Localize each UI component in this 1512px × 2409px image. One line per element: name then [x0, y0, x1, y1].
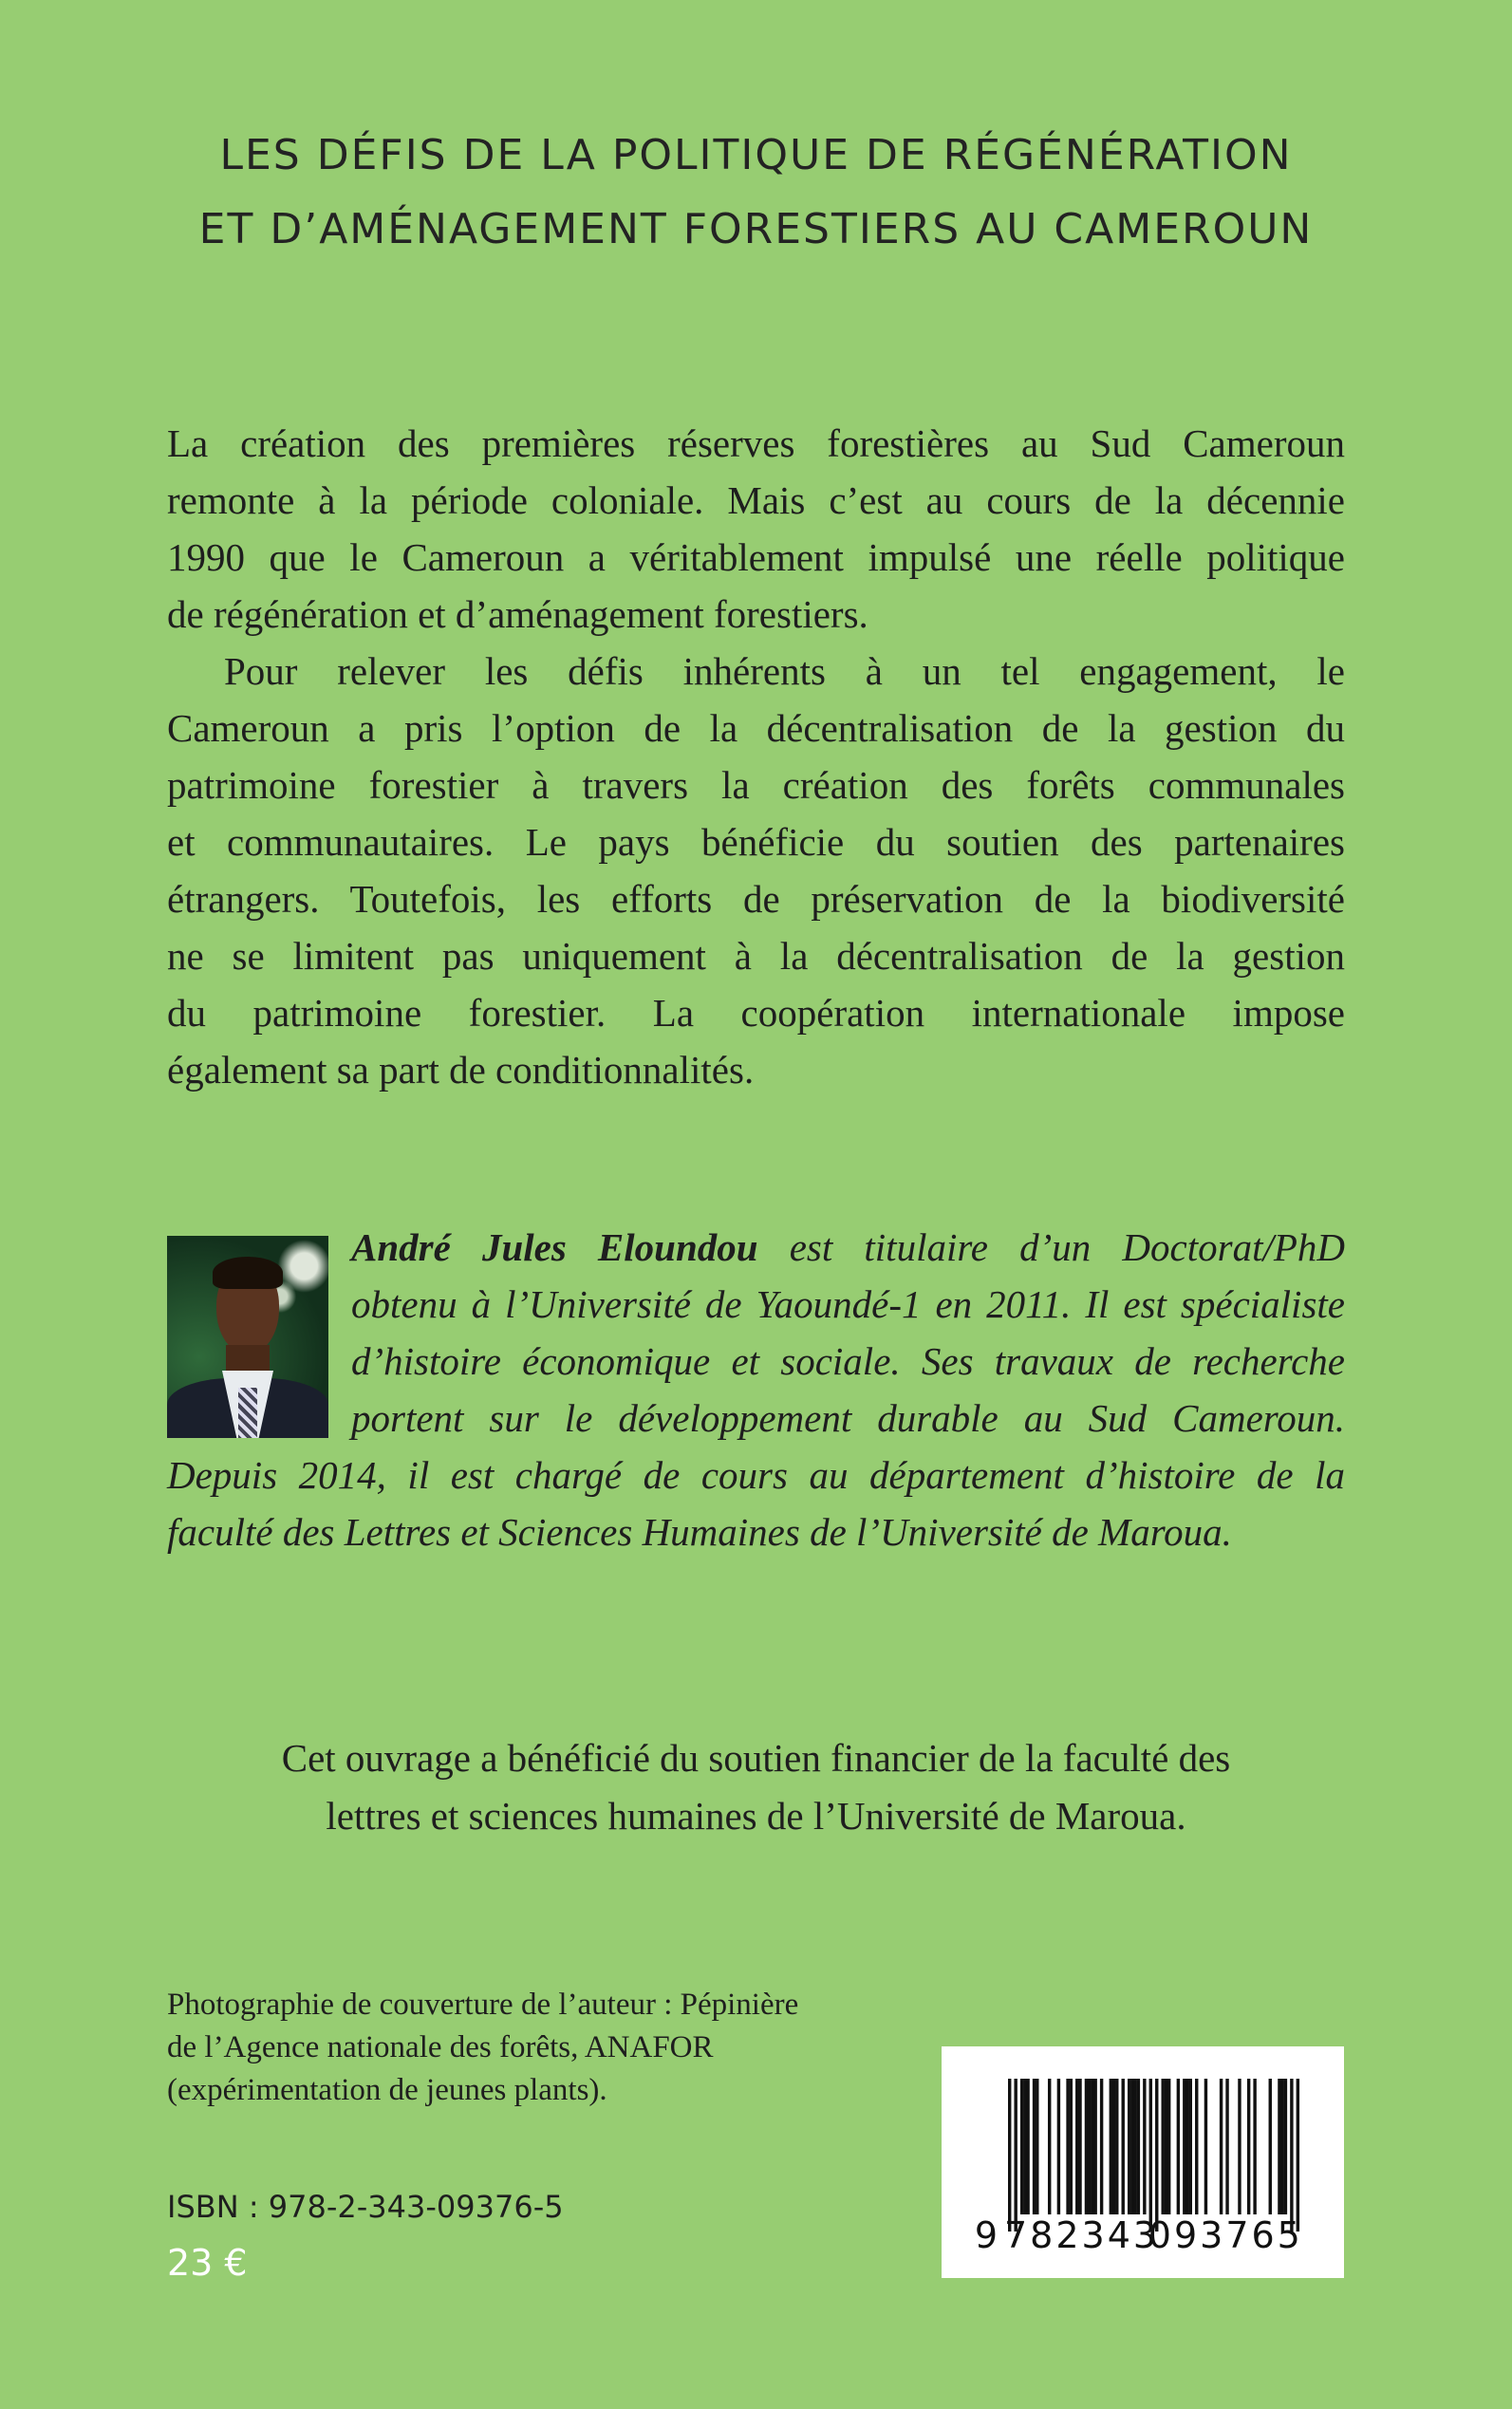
barcode-bar: [1162, 2079, 1165, 2214]
author-bio-line: Depuis 2014, il est chargé de cours au département d’histoire de la: [167, 1453, 1345, 1497]
author-bio-line: portent sur le développement durable au Sud Cameroun.: [351, 1396, 1345, 1440]
barcode-bar: [1128, 2079, 1130, 2214]
author-bio-line-1: [351, 1224, 1345, 1270]
barcode-bar: [1075, 2079, 1078, 2214]
author-bio-line: faculté des Lettres et Sciences Humaines de l’Université de Maroua.: [167, 1510, 1232, 1554]
barcode-bar: [1280, 2079, 1283, 2214]
barcode-bar: [1195, 2079, 1198, 2214]
barcode-bar: [1122, 2079, 1125, 2214]
barcode-bar: [1133, 2079, 1136, 2214]
summary-line: remonte à la période coloniale. Mais c’est au cours de la décennie: [167, 478, 1345, 522]
summary-line: également sa part de conditionnalités.: [167, 1048, 755, 1092]
support-line-1: Cet ouvrage a bénéficié du soutien financier de la faculté des: [281, 1736, 1231, 1780]
barcode-bar: [1033, 2079, 1036, 2214]
barcode-bar: [1143, 2079, 1146, 2214]
author-photo: [167, 1236, 328, 1438]
author-bio-line: obtenu à l’Université de Yaoundé-1 en 2011. Il est spécialiste: [351, 1282, 1345, 1326]
barcode-digits: 093765: [1148, 2214, 1303, 2256]
summary-line: et communautaires. Le pays bénéficie du soutien des partenaires: [167, 820, 1345, 864]
summary-line: Cameroun a pris l’option de la décentralisation de la gestion du: [167, 706, 1345, 750]
book-title-line-2: ET D’AMÉNAGEMENT FORESTIERS AU CAMEROUN: [198, 205, 1314, 253]
barcode-bar: [1238, 2079, 1241, 2214]
barcode-bar: [1130, 2079, 1133, 2214]
barcode-digits: 782343: [1003, 2214, 1160, 2256]
barcode-bar: [1183, 2079, 1185, 2214]
barcode-bar: [1225, 2079, 1228, 2214]
summary-line: Pour relever les défis inhérents à un tel engagement, le: [224, 649, 1345, 693]
summary-line: La création des premières réserves forestières au Sud Cameroun: [167, 421, 1345, 465]
barcode-bar: [1014, 2079, 1017, 2232]
isbn: ISBN : 978-2-343-09376-5: [167, 2189, 564, 2225]
barcode-bars: [942, 2046, 1344, 2278]
summary-line: ne se limitent pas uniquement à la décentralisation de la gestion: [167, 934, 1345, 978]
barcode-bar: [1189, 2079, 1192, 2214]
barcode-bar: [1204, 2079, 1207, 2214]
barcode: [942, 2046, 1344, 2278]
photo-credit-line-1: Photographie de couverture de l’auteur : Pépinière: [167, 1988, 799, 2022]
barcode-bar: [1020, 2079, 1023, 2214]
barcode-bar: [1269, 2079, 1272, 2214]
barcode-bar: [1070, 2079, 1073, 2214]
photo-credit-line-3: (expérimentation de jeunes plants).: [167, 2073, 607, 2107]
barcode-bar: [1290, 2079, 1293, 2232]
barcode-bar: [1036, 2079, 1038, 2214]
barcode-digits: 9: [974, 2214, 1000, 2256]
bio-text: est titulaire d’un Doctorat/PhD: [757, 1225, 1346, 1269]
barcode-bar: [1220, 2079, 1223, 2214]
barcode-bar: [1100, 2079, 1103, 2214]
barcode-bar: [1297, 2079, 1299, 2232]
barcode-bar: [1278, 2079, 1280, 2214]
barcode-bar: [1155, 2079, 1158, 2232]
barcode-bar: [1137, 2079, 1140, 2214]
barcode-bar: [1048, 2079, 1051, 2214]
barcode-bar: [1088, 2079, 1091, 2214]
barcode-bar: [1023, 2079, 1026, 2214]
barcode-bar: [1253, 2079, 1256, 2214]
barcode-bar: [1091, 2079, 1093, 2214]
summary-line: patrimoine forestier à travers la création des forêts communales: [167, 763, 1345, 807]
summary-line: du patrimoine forestier. La coopération internationale impose: [167, 991, 1345, 1035]
barcode-bar: [1165, 2079, 1167, 2214]
barcode-bar: [1284, 2079, 1287, 2214]
barcode-bar: [1110, 2079, 1112, 2214]
barcode-bar: [1008, 2079, 1011, 2232]
barcode-bar: [1167, 2079, 1170, 2214]
barcode-bar: [1149, 2079, 1152, 2232]
summary-line: de régénération et d’aménagement forestiers.: [167, 592, 868, 636]
barcode-bar: [1085, 2079, 1088, 2214]
barcode-bar: [1066, 2079, 1069, 2214]
summary-line: étrangers. Toutefois, les efforts de préservation de la biodiversité: [167, 877, 1345, 921]
price: 23 €: [167, 2242, 248, 2284]
barcode-bar: [1185, 2079, 1188, 2214]
barcode-bar: [1177, 2079, 1180, 2214]
photo-credit-line-2: de l’Agence nationale des forêts, ANAFOR: [167, 2030, 714, 2064]
support-line-2: lettres et sciences humaines de l’Université de Maroua.: [326, 1794, 1186, 1838]
barcode-bar: [1078, 2079, 1081, 2214]
book-title-line-1: LES DÉFIS DE LA POLITIQUE DE RÉGÉNÉRATION: [219, 131, 1293, 179]
barcode-bar: [1093, 2079, 1096, 2214]
barcode-bar: [1057, 2079, 1060, 2214]
barcode-bar: [1112, 2079, 1115, 2214]
author-bio-line: d’histoire économique et sociale. Ses travaux de recherche: [351, 1339, 1345, 1383]
summary-line: 1990 que le Cameroun a véritablement impulsé une réelle politique: [167, 535, 1345, 579]
author-name: André Jules Eloundou: [351, 1225, 758, 1269]
barcode-bar: [1247, 2079, 1250, 2214]
barcode-bar: [1115, 2079, 1118, 2214]
barcode-bar: [1026, 2079, 1029, 2214]
